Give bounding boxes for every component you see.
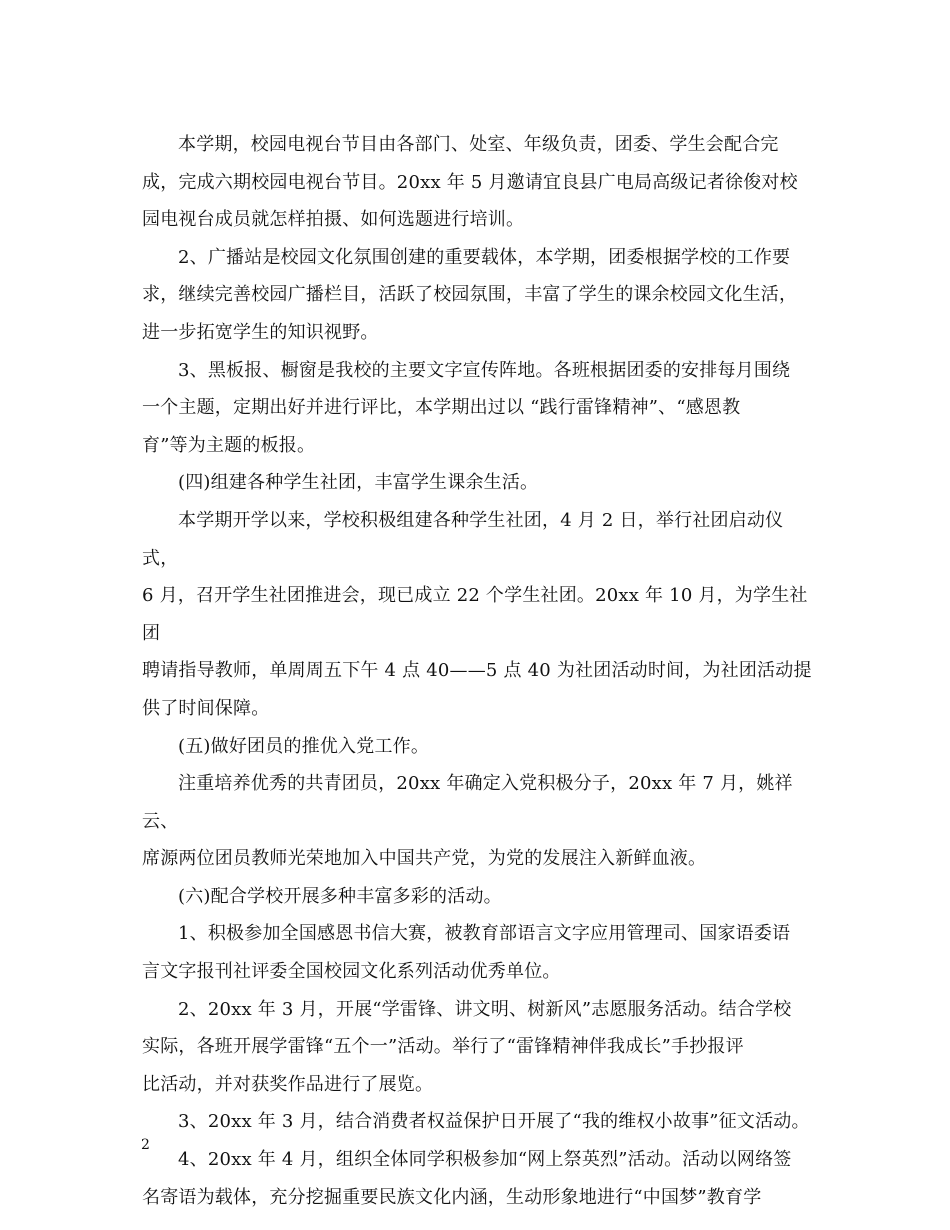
section-heading xyxy=(142,464,812,502)
line: (四)组建各种学生社团，丰富学生课余生活。 xyxy=(178,472,539,494)
paragraph xyxy=(142,1141,812,1216)
line: 名寄语为载体，充分挖掘重要民族文化内涵，生动形象地进行“中国梦”教育学 xyxy=(142,1186,762,1208)
paragraph xyxy=(142,991,812,1104)
paragraph xyxy=(142,502,812,728)
paragraph xyxy=(142,239,812,352)
line: 3、黑板报、橱窗是我校的主要文字宣传阵地。各班根据团委的安排每月围绕 xyxy=(178,359,791,381)
section-heading xyxy=(142,728,812,766)
line: 供了时间保障。 xyxy=(142,697,270,719)
line: 求，继续完善校园广播栏目，活跃了校园氛围，丰富了学生的课余校园文化生活， xyxy=(142,284,798,306)
line: 2、20xx 年 3 月，开展“学雷锋、讲文明、树新风”志愿服务活动。结合学校 xyxy=(178,998,792,1020)
line: 1、积极参加全国感恩书信大赛，被教育部语言文字应用管理司、国家语委语 xyxy=(178,923,791,945)
line: 言文字报刊社评委全国校园文化系列活动优秀单位。 xyxy=(142,961,561,983)
line: (六)配合学校开展多种丰富多彩的活动。 xyxy=(178,885,502,907)
section-heading xyxy=(142,878,812,916)
line: 注重培养优秀的共青团员，20xx 年确定入党积极分子，20xx 年 7 月，姚祥云、 xyxy=(142,773,793,832)
line: 成，完成六期校园电视台节目。20xx 年 5 月邀请宜良县广电局高级记者徐俊对校 xyxy=(142,171,798,193)
line: 一个主题，定期出好并进行评比，本学期出过以 “践行雷锋精神”、“感恩教 xyxy=(142,397,741,419)
line: 6 月，召开学生社团推进会，现已成立 22 个学生社团。20xx 年 10 月，为学生社团 xyxy=(142,585,808,644)
line: 园电视台成员就怎样拍摄、如何选题进行培训。 xyxy=(142,209,525,231)
line: 4、20xx 年 4 月，组织全体同学积极参加“网上祭英烈”活动。活动以网络签 xyxy=(178,1149,792,1171)
line: 本学期，校园电视台节目由各部门、处室、年级负责，团委、学生会配合完 xyxy=(178,134,779,155)
line: 3、20xx 年 3 月，结合消费者权益保护日开展了“我的维权小故事”征文活动。 xyxy=(178,1111,810,1133)
line: 育”等为主题的板报。 xyxy=(142,434,316,456)
line: 实际，各班开展学雷锋“五个一”活动。举行了“雷锋精神伴我成长”手抄报评 xyxy=(142,1036,744,1058)
paragraph xyxy=(142,915,812,990)
line: (五)做好团员的推优入党工作。 xyxy=(178,735,430,757)
line: 席源两位团员教师光荣地加入中国共产党，为党的发展注入新鲜血液。 xyxy=(142,848,707,870)
paragraph xyxy=(142,352,812,465)
page-number: 2 xyxy=(141,1137,150,1153)
paragraph xyxy=(142,1103,812,1141)
document-body xyxy=(142,126,812,1216)
paragraph xyxy=(142,765,812,878)
line: 进一步拓宽学生的知识视野。 xyxy=(142,321,379,343)
line: 2、广播站是校园文化氛围创建的重要载体，本学期，团委根据学校的工作要 xyxy=(178,246,791,268)
line: 聘请指导教师，单周周五下午 4 点 40——5 点 40 为社团活动时间，为社团活动提 xyxy=(142,660,812,682)
paragraph xyxy=(142,126,812,239)
line: 本学期开学以来，学校积极组建各种学生社团，4 月 2 日，举行社团启动仪式， xyxy=(142,509,784,569)
line: 比活动，并对获奖作品进行了展览。 xyxy=(142,1073,434,1095)
